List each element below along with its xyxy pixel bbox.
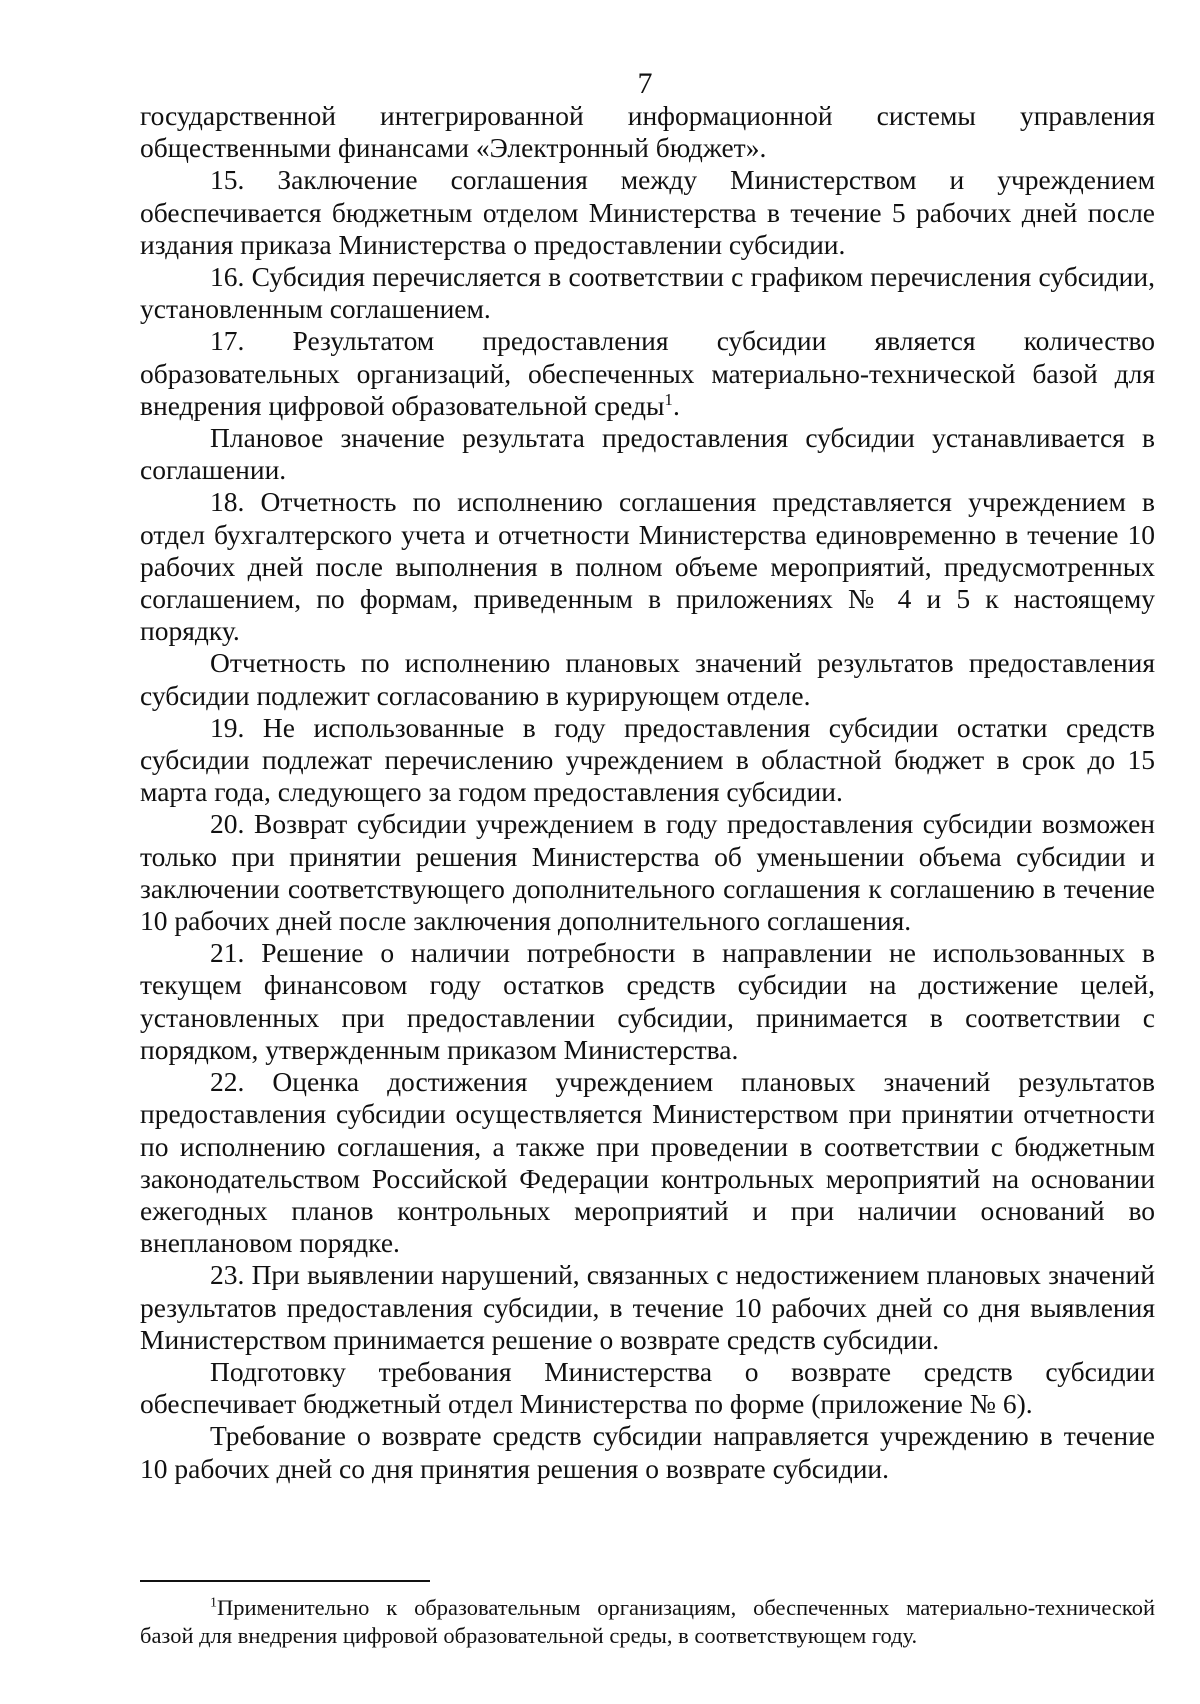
footnote-marker: 1	[210, 1595, 217, 1611]
paragraph-requirement-preparation: Подготовку требования Министерства о возврате средств субсидии обеспечивает бюджетный отдел Министерства по форме (приложение № 6).	[140, 1355, 1155, 1420]
paragraph-item-18: 18. Отчетность по исполнению соглашения представляется учреждением в отдел бухгалтерского учета и отчетности Министерства единовременно в течение 10 рабочих дней после выполнения в полном объеме мероприятий, предусмотренных соглашением, по формам, приведенным в приложениях № 4 и 5 к настоящему порядку.	[140, 486, 1155, 647]
paragraph-item-17-text: 17. Результатом предоставления субсидии является количество образовательных организаций, обеспеченных материально-технической базой для внедрения цифровой образовательной среды	[140, 325, 1155, 421]
paragraph-planned-value: Плановое значение результата предоставления субсидии устанавливается в соглашении.	[140, 422, 1155, 486]
paragraph-item-15: 15. Заключение соглашения между Министерством и учреждением обеспечивается бюджетным отделом Министерства в течение 5 рабочих дней после издания приказа Министерства о предоставлении субсидии.	[140, 164, 1155, 260]
document-body	[140, 100, 1155, 1485]
footnote	[140, 1594, 1155, 1650]
paragraph-item-22: 22. Оценка достижения учреждением плановых значений результатов предоставления субсидии осуществляется Министерством при принятии отчетности по исполнению соглашения, а также при проведении в соответствии с бюджетным законодательством Российской Федерации контрольных мероприятий на основании ежегодных планов контрольных мероприятий и при наличии оснований во внеплановом порядке.	[140, 1066, 1155, 1259]
footnote-divider	[140, 1580, 430, 1582]
footnote-reference-period: .	[672, 389, 680, 421]
paragraph-item-21: 21. Решение о наличии потребности в направлении не использованных в текущем финансовом году остатков средств субсидии на достижение целей, установленных при предоставлении субсидии, принимается в соответствии с порядком, утвержденным приказом Министерства.	[140, 937, 1155, 1065]
paragraph-item-19: 19. Не использованные в году предоставления субсидии остатки средств субсидии подлежат перечислению учреждением в областной бюджет в срок до 15 марта года, следующего за годом предоставления субсидии.	[140, 711, 1155, 808]
paragraph-item-20: 20. Возврат субсидии учреждением в году предоставления субсидии возможен только при принятии решения Министерства об уменьшении объема субсидии и заключении соответствующего дополнительного соглашения к соглашению в течение 10 рабочих дней после заключения дополнительного соглашения.	[140, 808, 1155, 937]
paragraph-continuation: государственной интегрированной информационной системы управления общественными финансами «Электронный бюджет».	[140, 100, 1155, 164]
paragraph-item-16: 16. Субсидия перечисляется в соответствии с графиком перечисления субсидии, установленным соглашением.	[140, 261, 1155, 325]
paragraph-reporting-approval: Отчетность по исполнению плановых значений результатов предоставления субсидии подлежит согласованию в курирующем отделе.	[140, 647, 1155, 711]
footnote-paragraph	[140, 1594, 1155, 1650]
paragraph-item-17	[140, 325, 1155, 422]
paragraph-item-23: 23. При выявлении нарушений, связанных с недостижением плановых значений результатов предоставления субсидии, в течение 10 рабочих дней со дня выявления Министерством принимается решение о возврате средств субсидии.	[140, 1259, 1155, 1355]
footnote-reference: 1	[664, 389, 673, 409]
footnote-text: Применительно к образовательным организациям, обеспеченных материально-технической базой для внедрения цифровой образовательной среды, в соответствующем году.	[140, 1595, 1155, 1648]
page-number: 7	[637, 67, 653, 100]
paragraph-requirement-sending: Требование о возврате средств субсидии направляется учреждению в течение 10 рабочих дней со дня принятия решения о возврате субсидии.	[140, 1420, 1155, 1484]
